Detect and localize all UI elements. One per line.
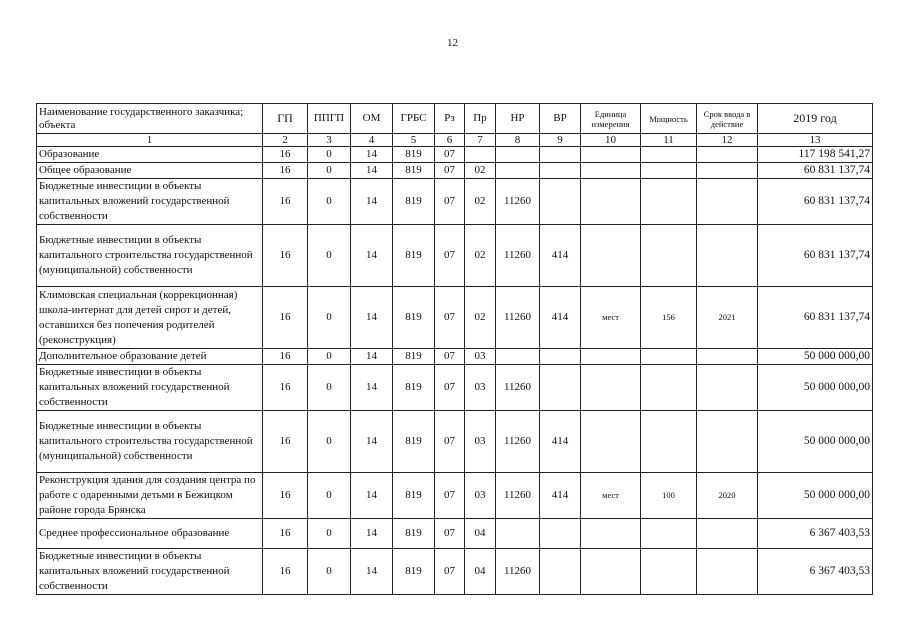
cell-unit — [581, 549, 641, 595]
cell-name: Бюджетные инвестиции в объекты капитального строительства государственной (муниципальной) собственности — [37, 225, 263, 287]
table-row — [37, 225, 873, 287]
cell-ppgp: 0 — [308, 473, 351, 519]
table-row — [37, 179, 873, 225]
cell-rz: 07 — [435, 473, 465, 519]
cell-nr — [496, 147, 540, 163]
cell-capacity — [641, 349, 697, 365]
cell-term — [697, 163, 758, 179]
page-number: 12 — [447, 37, 458, 49]
cell-grbs: 819 — [393, 549, 435, 595]
cell-name: Дополнительное образование детей — [37, 349, 263, 365]
cell-nr: 11260 — [496, 225, 540, 287]
cell-name: Общее образование — [37, 163, 263, 179]
cell-gp: 16 — [263, 549, 308, 595]
table-row — [37, 163, 873, 179]
cell-pr: 02 — [465, 179, 496, 225]
cell-pr: 03 — [465, 473, 496, 519]
cell-nr: 11260 — [496, 365, 540, 411]
cell-gp: 16 — [263, 179, 308, 225]
cell-gp: 16 — [263, 411, 308, 473]
table-header-row — [37, 104, 873, 134]
cell-name: Климовская специальная (коррекционная) школа-интернат для детей сирот и детей, оставшихся без попечения родителей (реконструкция) — [37, 287, 263, 349]
cell-vr — [540, 549, 581, 595]
cell-rz: 07 — [435, 179, 465, 225]
cell-ppgp: 0 — [308, 349, 351, 365]
cell-term — [697, 411, 758, 473]
cell-nr: 11260 — [496, 287, 540, 349]
cell-grbs: 819 — [393, 365, 435, 411]
column-number: 5 — [393, 134, 435, 147]
cell-rz: 07 — [435, 147, 465, 163]
cell-capacity — [641, 549, 697, 595]
cell-pr: 02 — [465, 225, 496, 287]
cell-om: 14 — [351, 179, 393, 225]
header-om: ОМ — [351, 104, 393, 134]
cell-ppgp: 0 — [308, 147, 351, 163]
cell-pr: 02 — [465, 163, 496, 179]
header-name: Наименование государственного заказчика; объекта — [37, 104, 263, 134]
header-gp: ГП — [263, 104, 308, 134]
cell-ppgp: 0 — [308, 179, 351, 225]
table-row — [37, 549, 873, 595]
cell-grbs: 819 — [393, 225, 435, 287]
cell-rz: 07 — [435, 411, 465, 473]
cell-name: Бюджетные инвестиции в объекты капитальных вложений государственной собственности — [37, 549, 263, 595]
cell-capacity: 100 — [641, 473, 697, 519]
header-pr: Пр — [465, 104, 496, 134]
column-number: 10 — [581, 134, 641, 147]
cell-ppgp: 0 — [308, 519, 351, 549]
cell-om: 14 — [351, 225, 393, 287]
cell-ppgp: 0 — [308, 287, 351, 349]
header-vr: ВР — [540, 104, 581, 134]
column-number: 3 — [308, 134, 351, 147]
cell-rz: 07 — [435, 519, 465, 549]
cell-gp: 16 — [263, 225, 308, 287]
header-year: 2019 год — [758, 104, 873, 134]
cell-amount: 60 831 137,74 — [758, 225, 873, 287]
column-number: 6 — [435, 134, 465, 147]
cell-pr: 03 — [465, 365, 496, 411]
table-row — [37, 473, 873, 519]
cell-grbs: 819 — [393, 473, 435, 519]
cell-nr — [496, 519, 540, 549]
cell-name: Образование — [37, 147, 263, 163]
cell-capacity — [641, 225, 697, 287]
cell-vr — [540, 147, 581, 163]
cell-vr: 414 — [540, 473, 581, 519]
cell-rz: 07 — [435, 225, 465, 287]
cell-om: 14 — [351, 473, 393, 519]
cell-amount: 50 000 000,00 — [758, 349, 873, 365]
column-number: 9 — [540, 134, 581, 147]
cell-vr — [540, 163, 581, 179]
cell-term — [697, 349, 758, 365]
cell-pr: 04 — [465, 519, 496, 549]
cell-capacity — [641, 147, 697, 163]
cell-vr — [540, 365, 581, 411]
cell-amount: 117 198 541,27 — [758, 147, 873, 163]
cell-gp: 16 — [263, 365, 308, 411]
header-ppgp: ППГП — [308, 104, 351, 134]
cell-term: 2020 — [697, 473, 758, 519]
cell-nr: 11260 — [496, 473, 540, 519]
cell-term — [697, 147, 758, 163]
column-number: 1 — [37, 134, 263, 147]
cell-unit — [581, 365, 641, 411]
cell-ppgp: 0 — [308, 411, 351, 473]
cell-unit: мест — [581, 473, 641, 519]
cell-gp: 16 — [263, 163, 308, 179]
cell-gp: 16 — [263, 519, 308, 549]
cell-amount: 50 000 000,00 — [758, 473, 873, 519]
cell-pr: 03 — [465, 349, 496, 365]
cell-gp: 16 — [263, 287, 308, 349]
cell-term — [697, 225, 758, 287]
table-row — [37, 349, 873, 365]
cell-capacity — [641, 519, 697, 549]
cell-name: Бюджетные инвестиции в объекты капитальных вложений государственной собственности — [37, 179, 263, 225]
cell-term — [697, 519, 758, 549]
header-grbs: ГРБС — [393, 104, 435, 134]
cell-term — [697, 549, 758, 595]
cell-om: 14 — [351, 163, 393, 179]
cell-pr: 04 — [465, 549, 496, 595]
column-number: 4 — [351, 134, 393, 147]
cell-om: 14 — [351, 411, 393, 473]
cell-nr: 11260 — [496, 411, 540, 473]
column-number: 12 — [697, 134, 758, 147]
header-term: Срок ввода в действие — [697, 104, 758, 134]
cell-rz: 07 — [435, 349, 465, 365]
cell-rz: 07 — [435, 365, 465, 411]
cell-pr: 02 — [465, 287, 496, 349]
cell-amount: 60 831 137,74 — [758, 163, 873, 179]
cell-nr — [496, 349, 540, 365]
cell-term: 2021 — [697, 287, 758, 349]
column-number: 7 — [465, 134, 496, 147]
table-row — [37, 287, 873, 349]
cell-grbs: 819 — [393, 411, 435, 473]
cell-vr — [540, 349, 581, 365]
budget-table — [36, 103, 873, 595]
cell-vr: 414 — [540, 411, 581, 473]
cell-grbs: 819 — [393, 287, 435, 349]
cell-rz: 07 — [435, 549, 465, 595]
cell-vr — [540, 519, 581, 549]
column-number: 11 — [641, 134, 697, 147]
cell-om: 14 — [351, 519, 393, 549]
cell-ppgp: 0 — [308, 365, 351, 411]
cell-capacity — [641, 365, 697, 411]
cell-nr — [496, 163, 540, 179]
cell-om: 14 — [351, 287, 393, 349]
cell-amount: 6 367 403,53 — [758, 549, 873, 595]
header-unit: Единица измерения — [581, 104, 641, 134]
column-number: 2 — [263, 134, 308, 147]
cell-gp: 16 — [263, 349, 308, 365]
cell-nr: 11260 — [496, 179, 540, 225]
cell-capacity: 156 — [641, 287, 697, 349]
cell-unit: мест — [581, 287, 641, 349]
cell-pr: 03 — [465, 411, 496, 473]
cell-amount: 60 831 137,74 — [758, 179, 873, 225]
cell-ppgp: 0 — [308, 225, 351, 287]
cell-unit — [581, 225, 641, 287]
cell-unit — [581, 179, 641, 225]
cell-ppgp: 0 — [308, 163, 351, 179]
cell-term — [697, 365, 758, 411]
cell-ppgp: 0 — [308, 549, 351, 595]
cell-amount: 50 000 000,00 — [758, 365, 873, 411]
cell-capacity — [641, 163, 697, 179]
cell-name: Среднее профессиональное образование — [37, 519, 263, 549]
cell-gp: 16 — [263, 147, 308, 163]
column-number: 8 — [496, 134, 540, 147]
cell-grbs: 819 — [393, 179, 435, 225]
cell-nr: 11260 — [496, 549, 540, 595]
cell-unit — [581, 163, 641, 179]
cell-name: Бюджетные инвестиции в объекты капитального строительства государственной (муниципальной) собственности — [37, 411, 263, 473]
cell-name: Бюджетные инвестиции в объекты капитальных вложений государственной собственности — [37, 365, 263, 411]
cell-capacity — [641, 411, 697, 473]
cell-rz: 07 — [435, 287, 465, 349]
cell-om: 14 — [351, 365, 393, 411]
table-row — [37, 147, 873, 163]
cell-grbs: 819 — [393, 349, 435, 365]
cell-amount: 60 831 137,74 — [758, 287, 873, 349]
table-row — [37, 365, 873, 411]
cell-unit — [581, 411, 641, 473]
header-nr: НР — [496, 104, 540, 134]
cell-grbs: 819 — [393, 163, 435, 179]
cell-vr — [540, 179, 581, 225]
table-row — [37, 411, 873, 473]
column-number: 13 — [758, 134, 873, 147]
cell-om: 14 — [351, 147, 393, 163]
cell-term — [697, 179, 758, 225]
cell-unit — [581, 519, 641, 549]
cell-grbs: 819 — [393, 519, 435, 549]
cell-vr: 414 — [540, 225, 581, 287]
table-row — [37, 519, 873, 549]
column-number-row — [37, 134, 873, 147]
cell-amount: 6 367 403,53 — [758, 519, 873, 549]
cell-unit — [581, 349, 641, 365]
cell-name: Реконструкция здания для создания центра по работе с одаренными детьми в Бежицком районе города Брянска — [37, 473, 263, 519]
cell-vr: 414 — [540, 287, 581, 349]
cell-pr — [465, 147, 496, 163]
cell-gp: 16 — [263, 473, 308, 519]
cell-om: 14 — [351, 349, 393, 365]
cell-unit — [581, 147, 641, 163]
cell-rz: 07 — [435, 163, 465, 179]
cell-grbs: 819 — [393, 147, 435, 163]
cell-capacity — [641, 179, 697, 225]
cell-amount: 50 000 000,00 — [758, 411, 873, 473]
cell-om: 14 — [351, 549, 393, 595]
header-rz: Рз — [435, 104, 465, 134]
header-capacity: Мощность — [641, 104, 697, 134]
